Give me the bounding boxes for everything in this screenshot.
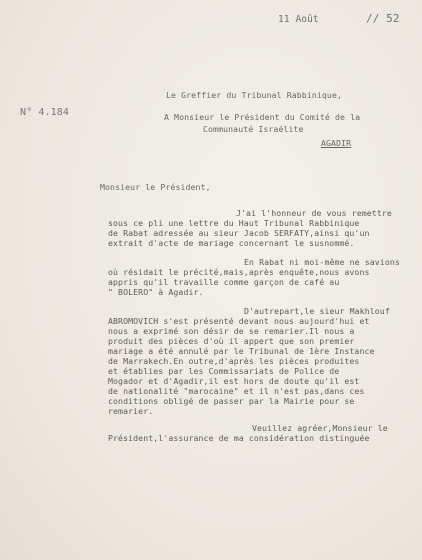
date: 11 Août	[278, 14, 319, 25]
recipient-line-1: A Monsieur le Président du Comité de la	[164, 112, 361, 122]
body-line: Président,l'assurance de ma considération distinguée	[108, 433, 370, 443]
body-line: D'autrepart,le sieur Makhlouf	[244, 306, 390, 316]
body-line: remarier.	[108, 406, 154, 416]
body-line: mariage a été annulé par le Tribunal de 1ère Instance	[108, 346, 375, 356]
body-line: de nationalité "marocaine" et il n'est pas,dans ces	[108, 386, 365, 396]
page-number: // 52	[366, 12, 400, 25]
reference-number: N° 4.184	[20, 107, 69, 118]
body-line: conditions obligé de passer par la Mairie pour se	[108, 396, 355, 406]
body-line: sous ce pli une lettre du Haut Tribunal Rabbinique	[108, 218, 360, 228]
body-line: En Rabat ni moi-même ne savions	[244, 257, 400, 267]
body-line: nous a exprimé son désir de se remarier.Il nous a	[108, 326, 355, 336]
body-line: produit des pièces d'où il appert que son premier	[108, 336, 355, 346]
body-line: Mogador et d'Agadir,il est hors de doute qu'il est	[108, 376, 360, 386]
body-line: de Rabat adressée au sieur Jacob SERFATY,ainsi qu'un	[108, 228, 370, 238]
recipient-city: AGADIR	[321, 138, 352, 148]
body-line: J'ai l'honneur de vous remettre	[236, 208, 392, 218]
body-line: Veuillez agréer,Monsieur le	[252, 423, 388, 433]
body-line: ABROMOVICH s'est présenté devant nous aujourd'hui et	[108, 316, 370, 326]
body-line: et établies par les Commissariats de Police de	[108, 366, 340, 376]
body-line: extrait d'acte de mariage concernant le susnommé.	[108, 238, 355, 248]
body-line: appris qu'il travaille comme garçon de café au	[108, 277, 340, 287]
recipient-line-2: Communauté Israélite	[203, 124, 304, 134]
body-line: où résidait le précité,mais,après enquête,nous avons	[108, 267, 370, 277]
body-line: de Marrakech.En outre,d'après les pièces produites	[108, 356, 360, 366]
sender-line: Le Greffier du Tribunal Rabbinique,	[166, 90, 343, 100]
body-line: " BOLERO" à Agadir.	[108, 287, 204, 297]
salutation: Monsieur le Président,	[100, 182, 211, 192]
